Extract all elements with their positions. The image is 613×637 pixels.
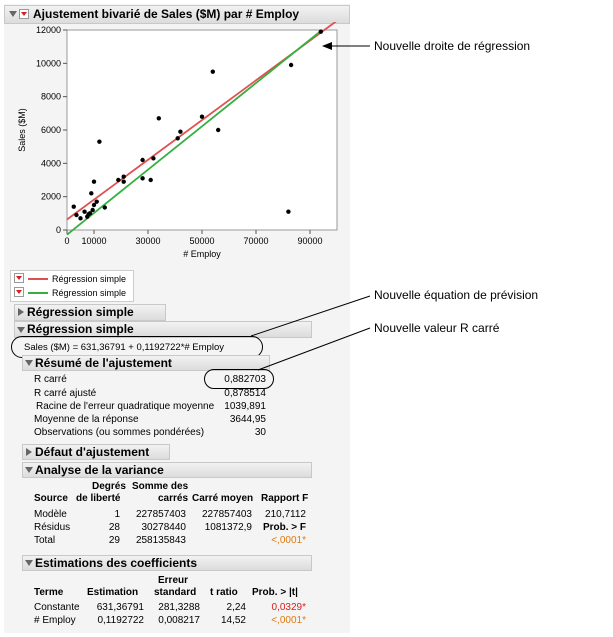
- coef-cell-t-1: 14,52: [220, 615, 246, 626]
- anova-header-f: Rapport F: [261, 493, 309, 504]
- anova-cell-ss-1: 30278440: [141, 522, 186, 533]
- section-regression-2-label: Régression simple: [27, 322, 134, 336]
- coef-header-p: Prob. > |t|: [252, 587, 298, 598]
- anova-header-ss-1: Somme des: [132, 481, 189, 492]
- anova-cell-f-2: <,0001*: [271, 535, 306, 546]
- coef-cell-se-0: 281,3288: [158, 602, 200, 613]
- section-fit-summary-label: Résumé de l'ajustement: [35, 356, 172, 370]
- annotation-equation: Nouvelle équation de prévision: [374, 288, 539, 302]
- anova-cell-source-2: Total: [34, 535, 56, 546]
- coef-cell-p-1: <,0001*: [271, 615, 306, 626]
- fit-value-2: 1039,891: [224, 401, 266, 412]
- callout-line-equation: [251, 296, 370, 336]
- report-title: Ajustement bivarié de Sales ($M) par # Employ: [33, 7, 300, 21]
- coef-header-se-2: standard: [154, 587, 197, 598]
- coef-cell-se-1: 0,008217: [158, 615, 200, 626]
- x-tick-label: 50000: [189, 236, 215, 246]
- x-tick-label: 10000: [81, 236, 107, 246]
- x-axis-label: # Employ: [183, 249, 221, 259]
- fit-label-3: Moyenne de la réponse: [34, 414, 139, 425]
- x-tick-label: 0: [64, 236, 70, 246]
- anova-cell-df-1: 28: [108, 522, 120, 533]
- anova-header-ms: Carré moyen: [192, 493, 254, 504]
- fit-label-4: Observations (ou sommes pondérées): [34, 427, 205, 438]
- coef-header-term: Terme: [34, 587, 64, 598]
- y-axis-label: Sales ($M): [17, 108, 27, 152]
- anova-cell-ss-0: 227857403: [135, 509, 186, 520]
- anova-cell-ms-0: 227857403: [201, 509, 252, 520]
- y-tick-label: 12000: [35, 25, 61, 35]
- x-tick-label: 30000: [135, 236, 161, 246]
- anova-cell-ss-2: 258135843: [135, 535, 186, 546]
- anova-header-ss-2: carrés: [158, 493, 189, 504]
- arrowhead-icon: [322, 42, 332, 50]
- fit-value-3: 3644,95: [229, 414, 266, 425]
- y-tick-label: 6000: [40, 125, 61, 135]
- y-tick-label: 0: [55, 225, 61, 235]
- fit-value-1: 0,878514: [224, 388, 266, 399]
- fit-label-0: R carré: [34, 374, 67, 385]
- fit-value-4: 30: [254, 427, 266, 438]
- y-tick-label: 8000: [40, 91, 61, 102]
- anova-cell-f-0: 210,7112: [265, 509, 306, 520]
- section-anova-label: Analyse de la variance: [35, 463, 164, 477]
- coef-cell-p-0: 0,0329*: [271, 602, 306, 613]
- anova-cell-ms-1: 1081372,9: [204, 522, 252, 533]
- legend-label-2: Régression simple: [52, 288, 127, 298]
- anova-header-df-1: Degrés: [92, 481, 126, 492]
- fit-value-0: 0,882703: [224, 374, 266, 385]
- x-tick-label: 70000: [243, 236, 269, 246]
- coef-cell-est-1: 0,1192722: [97, 615, 144, 626]
- coef-cell-t-0: 2,24: [226, 602, 246, 613]
- coef-cell-term-1: # Employ: [34, 615, 76, 626]
- legend-label-1: Régression simple: [52, 274, 127, 284]
- prediction-equation: Sales ($M) = 631,36791 + 0,1192722*# Employ: [24, 342, 224, 353]
- coef-header-t: t ratio: [210, 587, 238, 598]
- anova-cell-df-2: 29: [108, 535, 120, 546]
- anova-cell-f-1: Prob. > F: [262, 522, 306, 533]
- y-tick-label: 4000: [40, 158, 61, 169]
- y-tick-label: 10000: [35, 58, 61, 69]
- anova-header-df-2: de liberté: [76, 493, 121, 504]
- anova-cell-df-0: 1: [114, 509, 120, 520]
- section-lack-of-fit-label: Défaut d'ajustement: [35, 445, 150, 459]
- section-regression-1-label: Régression simple: [27, 305, 134, 319]
- coef-cell-est-0: 631,36791: [96, 602, 144, 613]
- fit-label-1: R carré ajusté: [34, 388, 97, 399]
- callout-line-rsq: [258, 328, 370, 370]
- anova-cell-source-1: Résidus: [34, 522, 71, 533]
- anova-cell-source-0: Modèle: [34, 509, 67, 520]
- y-tick-label: 2000: [40, 191, 61, 202]
- section-coefficients-label: Estimations des coefficients: [35, 556, 198, 570]
- coef-cell-term-0: Constante: [34, 602, 80, 613]
- coef-header-est: Estimation: [87, 587, 139, 598]
- x-tick-label: 90000: [297, 236, 323, 246]
- annotation-regression-line: Nouvelle droite de régression: [374, 39, 531, 53]
- annotation-rsq: Nouvelle valeur R carré: [374, 321, 500, 335]
- anova-header-source: Source: [34, 493, 68, 504]
- coef-header-se-1: Erreur: [158, 575, 189, 586]
- fit-label-2: Racine de l'erreur quadratique moyenne: [36, 401, 215, 412]
